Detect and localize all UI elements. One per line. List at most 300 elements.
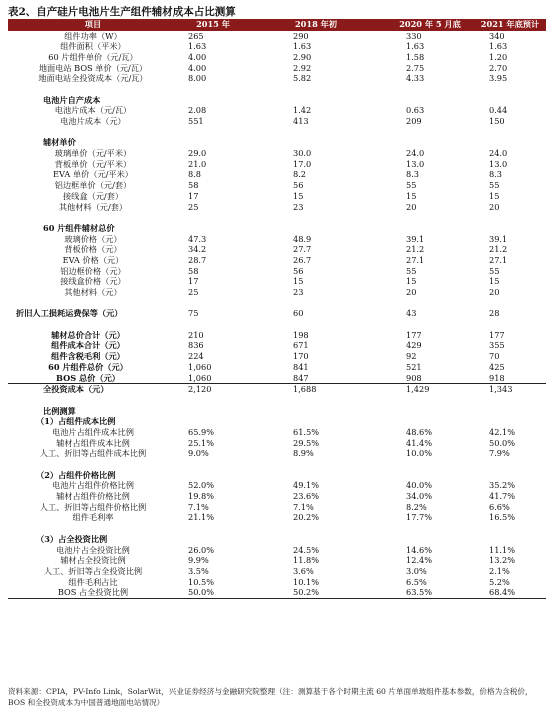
row-label: 玻璃价格（元）: [64, 233, 122, 244]
row-value: 551: [188, 116, 204, 126]
row-value: [489, 319, 539, 330]
row-value: 1,343: [489, 384, 513, 395]
table-row: [8, 52, 546, 63]
table-header: [8, 19, 546, 31]
row-label: 人工、折旧等占组件价格比例: [39, 501, 147, 512]
row-value: 150: [489, 116, 505, 126]
row-value: 15: [406, 276, 417, 287]
row-value: 25.1%: [188, 437, 215, 448]
table-row: [8, 480, 546, 491]
row-value: [188, 298, 238, 309]
row-value: [293, 523, 343, 534]
spacer-row: [8, 459, 546, 470]
row-label: 辅材总价合计（元）: [51, 329, 125, 340]
row-label: 人工、折旧等占全投资比例: [43, 565, 143, 576]
row-label: 接线盒价格（元）: [60, 276, 126, 287]
row-value: [406, 416, 456, 427]
row-label: 辅材占全投资比例: [60, 555, 126, 566]
table-row: [8, 266, 546, 277]
row-value: 2.90: [293, 51, 312, 62]
row-value: 5.82: [293, 73, 312, 84]
row-label: 人工、折旧等占组件成本比例: [39, 448, 147, 459]
row-value: 8.2%: [406, 501, 427, 512]
row-value: 5.2%: [489, 576, 510, 587]
row-value: 19.8%: [188, 491, 215, 502]
row-value: 28.7: [188, 254, 207, 265]
row-value: 4.33: [406, 73, 425, 84]
table-row: [8, 180, 546, 191]
row-value: 21.2: [406, 244, 425, 255]
row-value: 10.1%: [293, 576, 320, 587]
row-value: [293, 459, 343, 470]
row-label: 组件成本合计（元）: [51, 340, 125, 351]
row-value: 50.0%: [489, 437, 516, 448]
row-value: 6.6%: [489, 501, 510, 512]
row-label: 地面电站 BOS 单价（元/瓦）: [38, 62, 148, 73]
row-value: 521: [406, 361, 422, 372]
row-value: 21.0: [188, 158, 207, 169]
row-value: 23: [293, 201, 304, 212]
row-value: 2.1%: [489, 565, 510, 576]
row-value: [188, 395, 238, 406]
row-value: 75: [188, 308, 199, 319]
row-label: [8, 127, 178, 138]
row-label: 玻璃单价（元/平米）: [54, 148, 132, 159]
row-value: 43: [406, 308, 417, 319]
row-label: 其他材料（元）: [64, 287, 122, 297]
row-value: 55: [406, 180, 417, 191]
row-label: 电池片占组件价格比例: [52, 480, 134, 491]
row-value: [489, 298, 539, 309]
row-value: 1,688: [293, 384, 317, 395]
table-row: [8, 502, 546, 513]
row-value: 671: [293, 340, 309, 351]
row-label: 60 片组件单价（元/瓦）: [48, 51, 138, 62]
row-value: 50.2%: [293, 587, 320, 598]
row-value: 1.63: [293, 41, 312, 52]
row-value: [188, 84, 238, 95]
header-2020: 2020 年 5 月底: [399, 19, 461, 29]
row-value: [489, 470, 539, 481]
row-value: 17: [188, 276, 199, 287]
row-value: [293, 137, 343, 148]
row-value: 52.0%: [188, 480, 215, 491]
row-label: 背板单价（元/平米）: [54, 158, 132, 169]
row-value: [489, 416, 539, 427]
table-row: [8, 351, 546, 362]
row-value: 47.3: [188, 233, 207, 244]
row-value: 27.1: [406, 254, 425, 265]
row-value: 63.5%: [406, 587, 433, 598]
row-label: [8, 459, 178, 470]
row-value: 58: [188, 180, 199, 191]
row-value: [188, 470, 238, 481]
row-label: 全投资成本（元）: [43, 384, 109, 395]
row-value: [188, 406, 238, 417]
source-note: 资料来源：CPIA，PV-Info Link，SolarWit，兴业证券经济与金融研究院整理（注：测算基于各个时期主流 60 片单面单玻组件基本参数，价格为含税价，BOS 和全投资成本为中国普通地面电站情况）: [8, 687, 533, 707]
row-value: [406, 127, 456, 138]
row-value: 25: [188, 201, 199, 212]
row-value: 61.5%: [293, 426, 320, 437]
header-2018: 2018 年初: [294, 19, 337, 29]
row-value: 8.2: [293, 169, 307, 180]
row-label: 组件毛利率: [72, 512, 114, 523]
row-value: [489, 127, 539, 138]
row-value: [489, 212, 539, 223]
spacer-row: [8, 298, 546, 309]
row-value: 224: [188, 351, 204, 362]
spacer-row: [8, 319, 546, 330]
table-row: [8, 438, 546, 449]
spacer-row: [8, 212, 546, 223]
row-value: 35.2%: [489, 480, 516, 491]
row-value: 3.6%: [293, 565, 314, 576]
spacer-row: [8, 84, 546, 95]
row-value: 8.3: [489, 169, 503, 180]
row-value: [406, 459, 456, 470]
row-value: 92: [406, 351, 417, 362]
row-value: 177: [489, 329, 505, 340]
row-value: 24.0: [489, 148, 508, 159]
row-value: 50.0%: [188, 587, 215, 598]
row-value: [293, 84, 343, 95]
row-value: [489, 523, 539, 534]
row-value: 20: [489, 201, 500, 212]
row-value: 20: [406, 201, 417, 212]
table-row: [8, 31, 546, 42]
header-item: 项目: [84, 19, 102, 29]
row-value: 1,429: [406, 384, 430, 395]
row-label: 比例测算: [43, 405, 76, 416]
row-label: 其他材料（元/套）: [58, 201, 128, 212]
row-value: 17.7%: [406, 512, 433, 523]
row-value: 34.0%: [406, 491, 433, 502]
row-value: [406, 534, 456, 545]
row-value: 340: [489, 30, 505, 41]
row-value: [188, 95, 238, 106]
row-value: [406, 523, 456, 534]
row-value: 3.0%: [406, 565, 427, 576]
row-value: 10.5%: [188, 576, 215, 587]
row-value: 20: [406, 287, 417, 297]
row-value: [489, 95, 539, 106]
row-value: 12.4%: [406, 555, 433, 566]
row-value: 841: [293, 361, 309, 372]
row-value: 1.58: [406, 51, 425, 62]
row-value: 13.0: [406, 158, 425, 169]
row-label: 组件面积（平米）: [60, 41, 126, 52]
row-value: 10.0%: [406, 448, 433, 459]
table-row: [8, 373, 546, 385]
table-row: [8, 555, 546, 566]
row-value: 2,120: [188, 384, 212, 395]
row-value: 56: [293, 265, 304, 276]
row-value: 56: [293, 180, 304, 191]
row-label: [8, 319, 178, 330]
section-row: [8, 416, 546, 427]
row-label: 辅材单价: [43, 137, 76, 148]
row-value: 41.7%: [489, 491, 516, 502]
row-value: [188, 223, 238, 234]
section-row: [8, 95, 546, 106]
row-label: [8, 84, 178, 95]
header-2015: 2015 年: [196, 19, 230, 29]
row-value: 290: [293, 30, 309, 41]
row-value: 265: [188, 30, 204, 41]
row-value: 17: [188, 190, 199, 201]
row-value: 27.7: [293, 244, 312, 255]
row-value: 0.63: [406, 105, 425, 116]
section-row: [8, 470, 546, 481]
row-value: 13.0: [489, 158, 508, 169]
row-value: 68.4%: [489, 587, 516, 598]
row-value: 40.0%: [406, 480, 433, 491]
row-value: [293, 95, 343, 106]
row-value: [188, 127, 238, 138]
table-row: [8, 512, 546, 523]
row-value: [188, 416, 238, 427]
row-value: 23: [293, 287, 304, 297]
row-value: [406, 137, 456, 148]
row-value: 2.75: [406, 62, 425, 73]
row-value: [293, 319, 343, 330]
table-row: [8, 41, 546, 52]
table-row: [8, 159, 546, 170]
row-value: [293, 212, 343, 223]
row-label: 组件毛利占比: [68, 576, 118, 587]
row-value: 14.6%: [406, 544, 433, 555]
table-row: [8, 362, 546, 373]
row-value: 425: [489, 361, 505, 372]
row-value: 34.2: [188, 244, 207, 255]
spacer-row: [8, 523, 546, 534]
row-value: 39.1: [406, 233, 425, 244]
row-value: [188, 523, 238, 534]
row-value: [406, 470, 456, 481]
row-value: [406, 298, 456, 309]
row-value: 209: [406, 116, 422, 126]
row-value: 29.0: [188, 148, 207, 159]
row-value: 198: [293, 329, 309, 340]
row-value: [489, 534, 539, 545]
row-value: 20.2%: [293, 512, 320, 523]
table-row: [8, 63, 546, 74]
row-value: [293, 470, 343, 481]
row-label: （2）占组件价格比例: [36, 469, 116, 480]
row-value: 17.0: [293, 158, 312, 169]
row-value: 15: [489, 276, 500, 287]
row-value: 15: [489, 190, 500, 201]
row-label: [8, 523, 178, 534]
row-value: [406, 395, 456, 406]
row-value: 42.1%: [489, 426, 516, 437]
row-value: 918: [489, 372, 505, 383]
row-value: 23.6%: [293, 491, 320, 502]
row-value: 65.9%: [188, 426, 215, 437]
row-value: 20: [489, 287, 500, 297]
header-2021: 2021 年底预计: [480, 19, 540, 29]
row-value: 0.44: [489, 105, 508, 116]
row-value: [293, 127, 343, 138]
row-label: 组件含税毛利（元）: [51, 351, 125, 362]
row-value: 429: [406, 340, 422, 351]
row-value: 70: [489, 351, 500, 362]
table-row: [8, 276, 546, 287]
row-value: [489, 459, 539, 470]
section-row: [8, 137, 546, 148]
table-row: [8, 577, 546, 588]
row-value: [188, 459, 238, 470]
row-label: 折旧人工损耗运费保等（元）: [16, 308, 123, 319]
table-row: [8, 384, 546, 395]
row-value: 1,060: [188, 361, 212, 372]
row-label: 电池片成本（元）: [60, 116, 126, 126]
row-value: 836: [188, 340, 204, 351]
row-value: [293, 406, 343, 417]
row-value: [406, 319, 456, 330]
row-value: 7.1%: [293, 501, 314, 512]
row-label: 60 片组件总价（元）: [48, 361, 128, 372]
table-row: [8, 340, 546, 351]
row-value: 1.42: [293, 105, 312, 116]
row-value: 7.1%: [188, 501, 209, 512]
row-value: [406, 84, 456, 95]
row-value: 39.1: [489, 233, 508, 244]
row-value: 413: [293, 116, 309, 126]
row-label: 电池片占全投资比例: [56, 544, 130, 555]
row-label: [8, 395, 178, 406]
section-row: [8, 406, 546, 417]
cost-table: [8, 19, 546, 599]
row-label: （1）占组件成本比例: [36, 416, 116, 427]
row-value: 7.9%: [489, 448, 510, 459]
table-title: 表2、自产硅片电池片生产组件辅材成本占比测算: [8, 6, 236, 18]
row-value: 6.5%: [406, 576, 427, 587]
row-value: 9.0%: [188, 448, 209, 459]
row-label: 电池片成本（元/瓦）: [54, 105, 132, 116]
row-value: [188, 319, 238, 330]
row-value: [406, 223, 456, 234]
row-value: 30.0: [293, 148, 312, 159]
row-value: [406, 406, 456, 417]
table-row: [8, 287, 546, 298]
row-value: 3.95: [489, 73, 508, 84]
row-value: 48.6%: [406, 426, 433, 437]
row-label: BOS 占全投资比例: [57, 587, 129, 598]
row-value: 15: [293, 190, 304, 201]
row-value: [406, 95, 456, 106]
row-value: [489, 84, 539, 95]
table-row: [8, 234, 546, 245]
row-value: 60: [293, 308, 304, 319]
spacer-row: [8, 395, 546, 406]
row-value: 24.0: [406, 148, 425, 159]
row-value: 4.00: [188, 62, 207, 73]
table-row: [8, 148, 546, 159]
row-value: 58: [188, 265, 199, 276]
table-row: [8, 191, 546, 202]
row-label: EVA 价格（元）: [62, 254, 124, 265]
row-value: 4.00: [188, 51, 207, 62]
row-value: 1.20: [489, 51, 508, 62]
row-value: 8.3: [406, 169, 420, 180]
row-value: [188, 212, 238, 223]
row-value: 48.9: [293, 233, 312, 244]
row-label: （3）占全投资比例: [36, 533, 108, 544]
row-value: [293, 395, 343, 406]
row-value: 2.08: [188, 105, 207, 116]
row-value: [188, 137, 238, 148]
row-value: 9.9%: [188, 555, 209, 566]
row-value: 1.63: [188, 41, 207, 52]
row-label: 组件功率（W）: [64, 30, 122, 41]
row-label: 辅材占组件成本比例: [56, 437, 130, 448]
row-value: 13.2%: [489, 555, 516, 566]
row-value: 330: [406, 30, 422, 41]
row-value: 2.92: [293, 62, 312, 73]
row-value: [406, 212, 456, 223]
row-value: 41.4%: [406, 437, 433, 448]
row-label: 辅材占组件价格比例: [56, 491, 130, 502]
row-value: 1.63: [406, 41, 425, 52]
row-label: EVA 单价（元/平米）: [53, 169, 133, 180]
row-value: [489, 395, 539, 406]
row-value: [188, 534, 238, 545]
row-label: 铝边框单价（元/套）: [54, 180, 132, 191]
row-label: [8, 298, 178, 309]
table-row: [8, 491, 546, 502]
row-value: 2.70: [489, 62, 508, 73]
row-value: 21.2: [489, 244, 508, 255]
row-value: [489, 223, 539, 234]
row-value: [489, 406, 539, 417]
table-row: [8, 427, 546, 438]
row-value: 355: [489, 340, 505, 351]
row-value: [489, 137, 539, 148]
table-row: [8, 202, 546, 213]
row-value: 28: [489, 308, 500, 319]
row-value: 908: [406, 372, 422, 383]
row-value: 15: [293, 276, 304, 287]
row-value: 15: [406, 190, 417, 201]
section-row: [8, 308, 546, 319]
row-value: 8.9%: [293, 448, 314, 459]
row-label: [8, 212, 178, 223]
row-value: 1.63: [489, 41, 508, 52]
row-value: [293, 223, 343, 234]
row-value: 26.7: [293, 254, 312, 265]
row-value: 26.0%: [188, 544, 215, 555]
table-row: [8, 330, 546, 341]
table-row: [8, 105, 546, 116]
section-row: [8, 223, 546, 234]
table-row: [8, 116, 546, 127]
row-value: 11.1%: [489, 544, 516, 555]
row-value: [293, 416, 343, 427]
row-value: 11.8%: [293, 555, 320, 566]
section-row: [8, 534, 546, 545]
row-label: 60 片组件辅材总价: [43, 222, 115, 233]
table-row: [8, 169, 546, 180]
table-row: [8, 255, 546, 266]
row-value: 55: [489, 180, 500, 191]
row-label: 电池片自产成本: [43, 94, 101, 105]
row-value: 210: [188, 329, 204, 340]
row-value: 8.8: [188, 169, 202, 180]
row-value: [293, 534, 343, 545]
row-value: 8.00: [188, 73, 207, 84]
row-value: 1,060: [188, 372, 212, 383]
